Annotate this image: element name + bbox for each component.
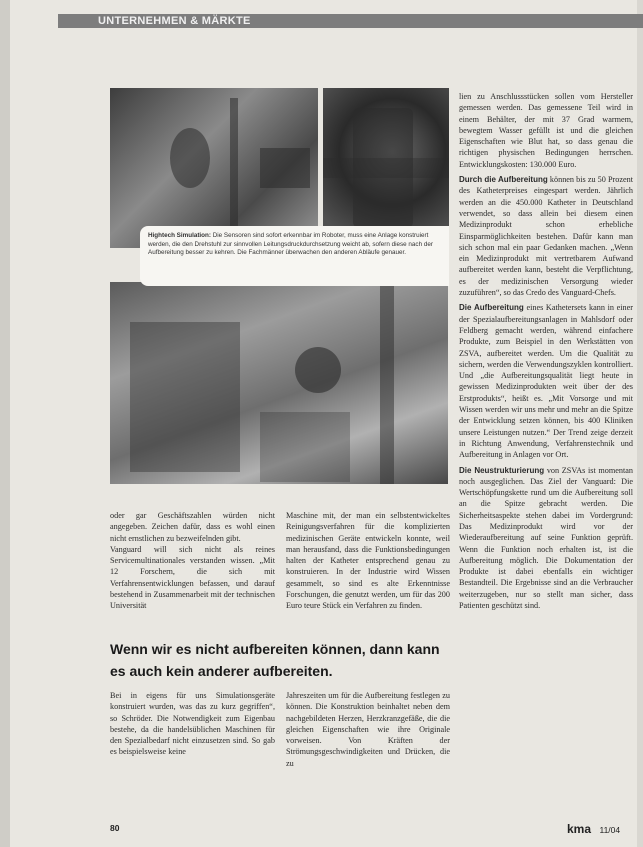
photo-engineer-with-equipment (110, 88, 318, 248)
footer-brand (567, 820, 620, 838)
left-column-bottom (110, 690, 275, 758)
right-section-4-lead: Die Neustrukturierung (459, 465, 545, 475)
pull-quote: Wenn wir es nicht aufbereiten können, dann kann es auch kein anderer aufbereiten. (110, 641, 440, 679)
page-number: 80 (110, 823, 120, 833)
middle-top-paragraph-1: Maschine mit, der man ein selbstentwickeltes Reinigungsverfahren für die komplizierten medizinischen Geräte entwickeln konnte, weil man herausfand, dass die Funktionsbedingungen halten der Katheter entsprechend genau zu konstruieren. In der Industrie wird Wissen gesammelt, so sind es alte Erkenntnisse Forschungen, die genutzt werden, um für das 200 Euro teure Stück ein Verfahren zu finden. (286, 511, 450, 611)
middle-column-bottom (286, 690, 450, 769)
photo-caption (140, 226, 449, 286)
right-section-2-text: können bis zu 50 Prozent des Katheterpreises eingespart werden. Jährlich werden an die 450.000 Katheter in Deutschland verwendet, so dass allein bei diesem einen Medizinprodukt schon erhebliche Einsparmöglichkeiten bestehen. Dafür kann man sich schon mal ein paar Gedanken machen. „Wenn ein Medizinprodukt mit vertretbarem Aufwand aufbereitet werden kann, besteht die Verpflichtung, es der medizinischen Versorgung wieder zuzuführen“, so das Credo des Vanguard-Chefs. (459, 175, 634, 298)
right-section-4 (459, 465, 633, 612)
right-section-3-text: eines Kathetersets kann in einer der Spezialaufbereitungsanlagen in Mahlsdorf oder Feldberg gemacht werden, während einfachere Produkte, zum Beispiel in den Werkstätten von ZSVA, aufbereitet werden. Um die Qualität zu sichern, werden die Verwendungszyklen kontrolliert. Und „die Aufbereitungsqualität liegt heute in gewissen Medizinprodukten weit über der des Erstprodukts“, heißt es. „Mit Vorsorge und mit Wissen werden wir uns mehr und mehr an die Spitze der Entwicklung setzen können, bis 400 Kliniken unsere Leistungen nutzen.“ Der Trend zeige derzeit in Richtung Anwendung, Verfahrenstechnik und Aufbereitung in Anlagen vor Ort. (459, 303, 634, 460)
right-section-2 (459, 174, 633, 298)
right-section-3 (459, 302, 633, 460)
middle-bottom-paragraph-1: Jahreszeiten um für die Aufbereitung festlegen zu können. Die Konstruktion beinhaltet neben dem nachgebildeten Herzen, Herzkranzgefäße, die die gleichen Eigenschaften wie ihre Originale vorweisen. Von Kräften der Strömungsgeschwindigkeiten und Drücken, die zu (286, 691, 450, 768)
caption-lead: Hightech Simulation: (148, 232, 211, 239)
middle-column-top (286, 510, 450, 612)
right-column (459, 91, 633, 611)
left-top-paragraph-1: oder gar Geschäftszahlen würden nicht angegeben. Zeichen dafür, dass es wohl einen nicht ernstlichen zu bezweifelnden gibt. (110, 511, 275, 543)
left-column-top (110, 510, 275, 612)
left-top-paragraph-2: Vanguard will sich nicht als reines Servicemultinationales verstanden wissen. „Mit 12 Forschern, die sich mit Verfahrensentwicklungen befassen, und darauf bestehend in Zusammenarbeit mit der technischen Universität (110, 544, 275, 611)
photo-simulation-device-closeup (323, 88, 449, 248)
section-title: UNTERNEHMEN & MÄRKTE (98, 15, 251, 27)
right-paragraph-1: lien zu Anschlussstücken sollen vom Hersteller gemessen werden. Das gemessene Teil wird in einem Behälter, der mit 37 Grad warmem, bewegtem Wasser gefüllt ist und die gleichen Eigenschaften wie Blut hat, so dass genau die richtigen physischen Bedingungen herrschen. Entwicklungskosten: 130.000 Euro. (459, 92, 633, 169)
issue-number: 11/04 (599, 825, 621, 835)
left-bottom-paragraph-1: Bei in eigens für uns Simulationsgeräte konstruiert wurden, was das zu kurz gegriffen“, so Schröder. Die Notwendigkeit zum Eigenbau bestehe, da die handelsüblichen Maschinen für den Spezialbedarf nicht einzusetzen sind. So gab es beispielsweise keine (110, 691, 275, 757)
caption-text: Die Sensoren sind sofort erkennbar im Roboter, muss eine Anlage konstruiert werden, die den Drehstuhl zur sinnvollen Leitungsdruckdurchsetzung weicht ab, sofern diese nach der Aufbereitung besser zu kehren. Die Fachmänner überwachen den anderen Abläufe genauer. (148, 232, 433, 257)
page-edge-left (0, 0, 10, 847)
page-edge-right (637, 0, 643, 847)
section-header (58, 14, 643, 28)
photo-laboratory-apparatus (110, 282, 448, 484)
right-section-3-lead: Die Aufbereitung (459, 303, 524, 313)
magazine-logo: kma (567, 822, 592, 836)
right-section-4-text: von ZSVAs ist momentan noch ausgeglichen. Das Ziel der Vanguard: Die Wertschöpfungskette rund um die Aufbereitung soll an die Spitze gebracht werden. Die Sicherheitsaspekte stehen dabei im Vordergrund: Das Medizinprodukt wird vor der Wiederaufbereitung auf seine Funktion geprüft. Wenn die Funktion noch erhalten ist, ist die Aufbereitung möglich. Die Dokumentation der Produkte ist dabei ebenfalls ein wichtiger Bestandteil. Die Ergebnisse sind an die Verbraucher weiterzugeben, nur so stellt man sicher, dass Patienten geschützt sind. (459, 465, 633, 611)
right-section-2-lead: Durch die Aufbereitung (459, 175, 548, 185)
